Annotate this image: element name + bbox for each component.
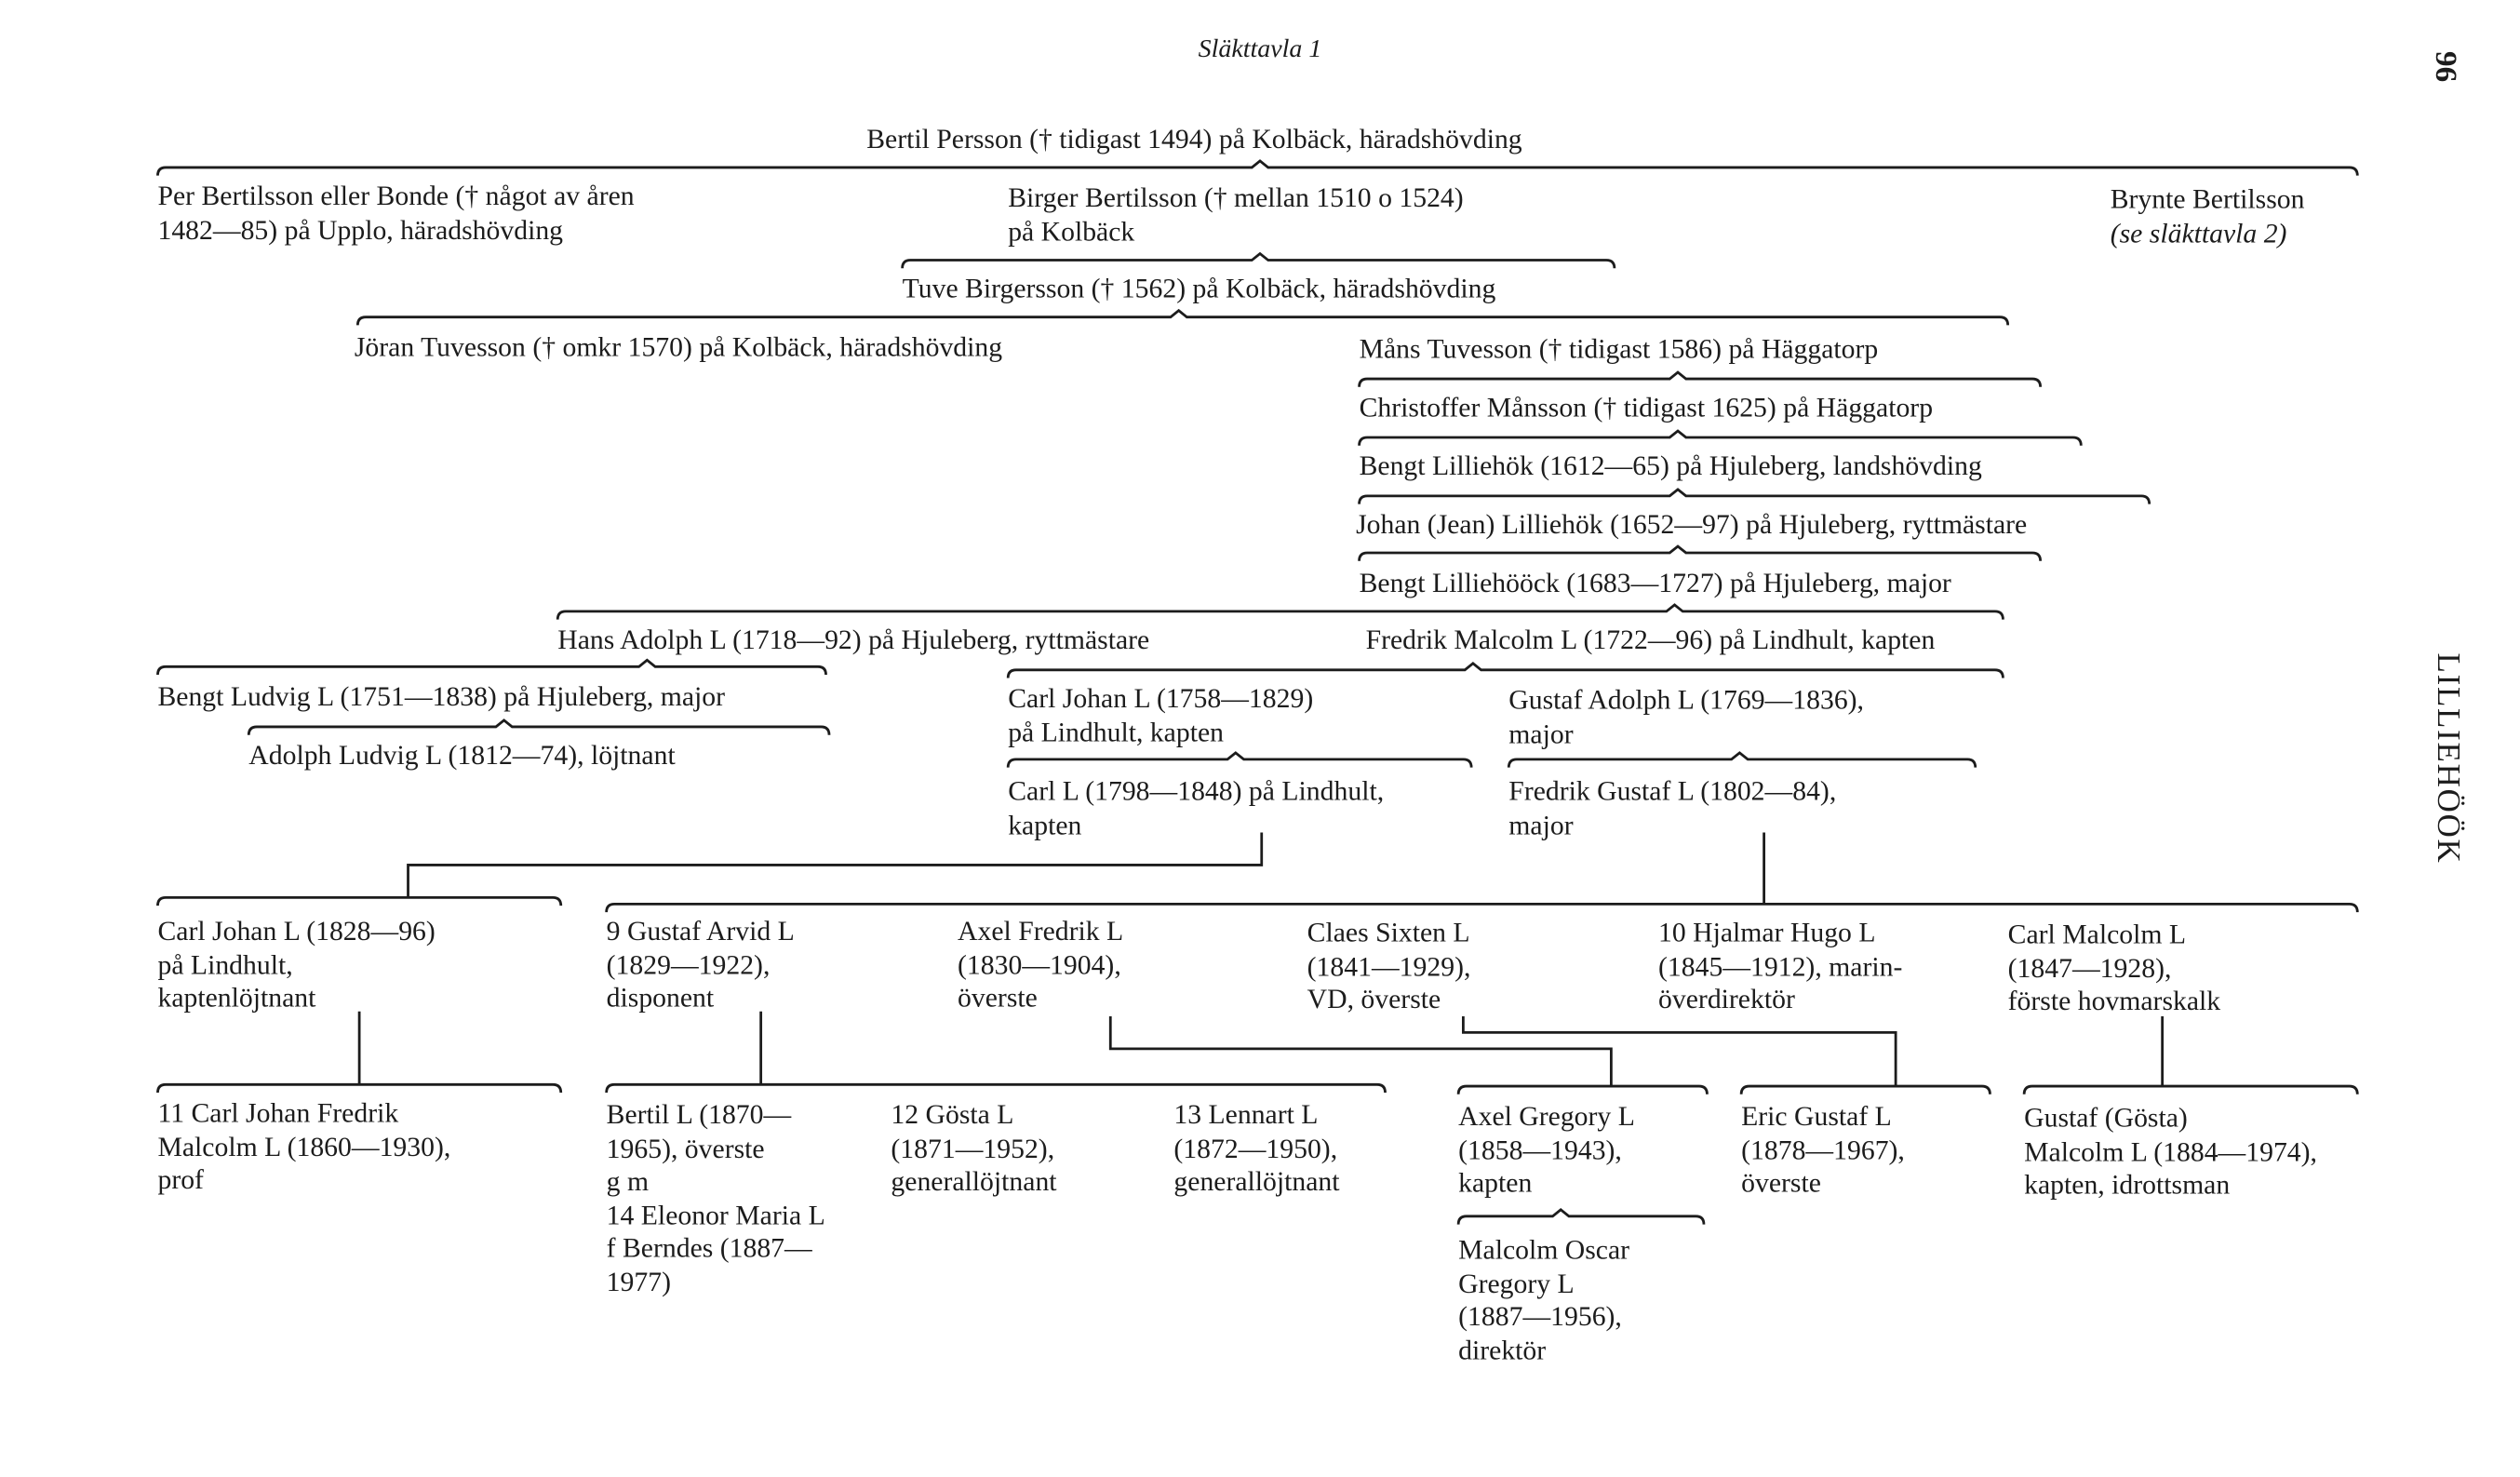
person-per-bertilsson: [157, 181, 634, 248]
person-line: f Berndes (1887—: [606, 1232, 812, 1264]
descent-line: [1110, 1016, 1611, 1086]
person-tuve-birgersson: [903, 274, 1496, 307]
person-line: (1871—1952),: [891, 1132, 1055, 1164]
person-line: g m: [606, 1165, 650, 1197]
person-line: (1841—1929),: [1307, 950, 1471, 982]
person-line: Claes Sixten L: [1307, 917, 1470, 948]
person-line: Bertil Persson († tidigast 1494) på Kolbäck, häradshövding: [866, 123, 1522, 154]
person-fredrik-malcolm: [1366, 624, 1936, 658]
person-line: Carl Johan L (1758—1829): [1008, 682, 1314, 714]
page-header-title: Släkttavla 1: [1198, 35, 1322, 64]
person-line: VD, överste: [1307, 983, 1441, 1015]
person-line: (1887—1956),: [1458, 1300, 1622, 1332]
person-line: överste: [958, 982, 1038, 1014]
person-lennart: [1173, 1099, 1339, 1199]
person-line: Bengt Ludvig L (1751—1838) på Hjuleberg, major: [157, 681, 726, 713]
person-axel-fredrik: [958, 916, 1123, 1015]
person-line: Bengt Lilliehööck (1683—1727) på Hjuleberg, major: [1359, 567, 1951, 598]
bracket-line: [1008, 753, 1471, 768]
person-brynte-bertilsson: [2111, 183, 2305, 250]
person-line: direktör: [1458, 1334, 1547, 1365]
person-bertil-persson: [866, 124, 1521, 157]
person-carl-johan-1828: [157, 916, 435, 1015]
person-line: Malcolm L (1884—1974),: [2024, 1135, 2317, 1167]
person-gosta: [891, 1099, 1056, 1199]
person-hans-adolph: [557, 624, 1149, 658]
person-line: Tuve Birgersson († 1562) på Kolbäck, häradshövding: [902, 273, 1496, 304]
person-line: Birger Bertilsson († mellan 1510 o 1524): [1008, 181, 1464, 213]
bracket-line: [1360, 372, 2041, 387]
person-line: överste: [1741, 1167, 1821, 1199]
person-line: Brynte Bertilsson: [2110, 183, 2305, 215]
person-line: Bengt Lilliehök (1612—65) på Hjuleberg, landshövding: [1359, 450, 1982, 482]
person-line: (1830—1904),: [958, 948, 1121, 980]
person-line: major: [1508, 718, 1574, 749]
person-gustaf-adolph: [1508, 685, 1864, 752]
bracket-line: [248, 720, 829, 735]
person-line: Malcolm Oscar: [1458, 1234, 1630, 1266]
person-bengt-lilliehok: [1360, 450, 1982, 484]
person-mans-tuvesson: [1360, 333, 1879, 367]
person-claes-sixten: [1307, 917, 1471, 1016]
bracket-line: [357, 311, 2007, 326]
person-line: generallöjtnant: [1173, 1165, 1340, 1197]
person-line: (1829—1922),: [606, 948, 771, 980]
person-axel-gregory: [1458, 1101, 1635, 1201]
bracket-line: [607, 1084, 1386, 1093]
bracket-line: [1360, 431, 2082, 446]
bracket-line: [607, 904, 2358, 912]
person-line: 12 Gösta L: [891, 1099, 1014, 1131]
person-line: kapten: [1008, 809, 1082, 840]
person-line: Gregory L: [1458, 1267, 1575, 1299]
person-fredrik-gustaf: [1508, 775, 1836, 842]
bracket-line: [903, 254, 1615, 269]
person-line: (1878—1967),: [1741, 1134, 1905, 1165]
person-line: förste hovmarskalk: [2007, 985, 2221, 1016]
person-joran-tuvesson: [355, 331, 1002, 365]
person-line: Gustaf (Gösta): [2024, 1102, 2188, 1134]
bracket-line: [1360, 490, 2150, 504]
bracket-line: [1360, 546, 2041, 561]
person-line: Adolph Ludvig L (1812—74), löjtnant: [248, 739, 676, 772]
person-eric-gustaf: [1741, 1101, 1905, 1201]
person-line: på Lindhult, kapten: [1008, 716, 1224, 747]
person-carl-johan-1758: [1008, 683, 1313, 750]
person-line: Fredrik Malcolm L (1722—96) på Lindhult, kapten: [1365, 624, 1936, 656]
person-birger-bertilsson: [1008, 182, 1463, 249]
person-line: Gustaf Adolph L (1769—1836),: [1508, 684, 1864, 716]
family-name-running-head: LILLIEHÖÖK: [2430, 652, 2466, 865]
person-line: 1482—85) på Upplo, häradshövding: [157, 213, 564, 245]
person-bengt-ludvig: [157, 681, 725, 715]
person-carl-1798: [1008, 775, 1384, 842]
bracket-line: [1741, 1086, 1990, 1094]
person-christoffer-mansson: [1360, 392, 1933, 425]
bracket-line: [1008, 664, 2003, 678]
person-line: Axel Fredrik L: [958, 915, 1124, 947]
person-line: Axel Gregory L: [1458, 1100, 1635, 1132]
person-line: 11 Carl Johan Fredrik: [157, 1097, 399, 1129]
person-line: disponent: [606, 982, 715, 1014]
person-line: Fredrik Gustaf L (1802—84),: [1508, 775, 1837, 807]
bracket-line: [1508, 753, 1975, 768]
person-gustaf-gosta: [2024, 1103, 2317, 1202]
person-carl-johan-fredrik: [157, 1097, 450, 1197]
person-hjalmar-hugo: [1658, 917, 1902, 1016]
bracket-line: [1458, 1210, 1704, 1225]
person-line: på Kolbäck: [1008, 215, 1135, 247]
page-number: 96: [2428, 51, 2462, 83]
bracket-line: [557, 605, 2003, 620]
person-line: överdirektör: [1658, 983, 1795, 1015]
bracket-line: [157, 897, 560, 906]
person-line: prof: [157, 1163, 204, 1196]
person-line: (1872—1950),: [1173, 1132, 1338, 1164]
bracket-line: [1458, 1086, 1707, 1094]
person-line: Malcolm L (1860—1930),: [157, 1131, 451, 1162]
person-line: Bertil L (1870—: [606, 1099, 792, 1131]
person-gustaf-arvid: [607, 916, 795, 1015]
person-adolph-ludvig: [248, 740, 675, 773]
person-malcolm-oscar: [1458, 1234, 1629, 1367]
person-line: 9 Gustaf Arvid L: [606, 915, 795, 947]
person-line: 10 Hjalmar Hugo L: [1658, 917, 1876, 948]
bracket-line: [157, 161, 2357, 176]
person-line: Eric Gustaf L: [1741, 1100, 1892, 1132]
person-line: kapten, idrottsman: [2024, 1169, 2231, 1201]
descent-line: [1463, 1016, 1896, 1086]
person-line: Carl Johan L (1828—96): [157, 915, 436, 947]
person-line: 1977): [606, 1266, 671, 1297]
person-line: Jöran Tuvesson († omkr 1570) på Kolbäck, häradshövding: [354, 331, 1003, 363]
person-line: generallöjtnant: [891, 1165, 1057, 1197]
person-line: kaptenlöjtnant: [157, 982, 316, 1014]
person-line: Måns Tuvesson († tidigast 1586) på Häggatorp: [1359, 333, 1879, 365]
person-line: 13 Lennart L: [1173, 1099, 1319, 1131]
person-line: (se släkttavla 2): [2110, 217, 2287, 248]
person-johan-lilliehok: [1356, 509, 2027, 543]
person-line: (1845—1912), marin-: [1658, 950, 1903, 982]
person-line: kapten: [1458, 1167, 1533, 1199]
person-line: Christoffer Månsson († tidigast 1625) på Häggatorp: [1359, 392, 1934, 423]
person-carl-malcolm: [2008, 919, 2220, 1018]
bracket-line: [157, 660, 825, 675]
person-line: Hans Adolph L (1718—92) på Hjuleberg, ryttmästare: [557, 624, 1150, 656]
person-line: Johan (Jean) Lilliehök (1652—97) på Hjuleberg, ryttmästare: [1356, 508, 2028, 541]
person-line: Carl L (1798—1848) på Lindhult,: [1008, 775, 1385, 807]
person-line: 1965), överste: [606, 1132, 765, 1164]
person-line: major: [1508, 809, 1574, 840]
bracket-line: [157, 1084, 560, 1093]
person-line: Carl Malcolm L: [2007, 919, 2187, 950]
person-line: (1847—1928),: [2007, 951, 2172, 984]
person-bertil-1870: [607, 1099, 825, 1299]
bracket-line: [2024, 1086, 2357, 1094]
person-line: på Lindhult,: [157, 948, 293, 980]
person-line: 14 Eleonor Maria L: [606, 1199, 825, 1230]
person-bengt-lilliehoock: [1360, 568, 1951, 601]
person-line: (1858—1943),: [1458, 1134, 1622, 1165]
person-line: Per Bertilsson eller Bonde († något av åren: [157, 180, 635, 212]
